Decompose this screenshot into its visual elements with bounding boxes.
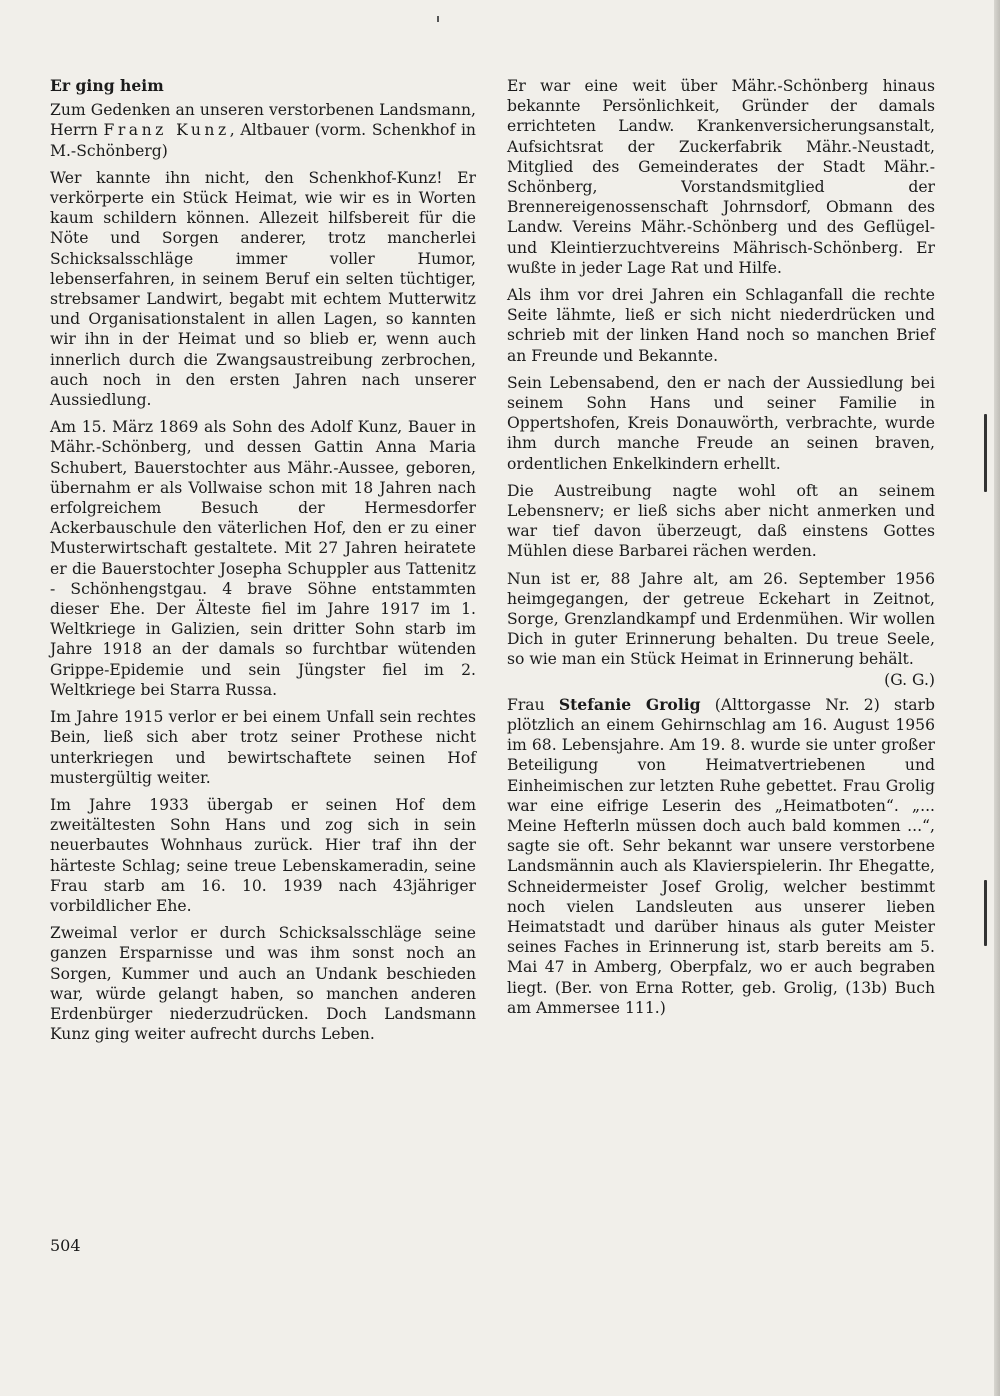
deceased-name: Franz Kunz (103, 121, 230, 140)
article-intro (50, 100, 476, 161)
page-edge (994, 0, 1000, 1396)
final-text: Nun ist er, 88 Jahre alt, am 26. September 1956 heimgegangen, der getreue Eckehart in Zeitnot, Sorge, Grenzlandkampf und Erdenmühen. Wir wollen Dich in guter Erinnerung behalten. Du treue Seele, so wie man ein Stück Heimat in Erinnerung behält. (507, 569, 935, 669)
margin-mark (984, 414, 987, 492)
signature: (G. G.) (884, 670, 935, 689)
obituary-prefix: Frau (507, 695, 559, 714)
obituary-grolig (507, 695, 935, 1018)
scan-mark (437, 16, 439, 22)
obituary-name: Stefanie Grolig (558, 694, 701, 714)
paragraph: Am 15. März 1869 als Sohn des Adolf Kunz, Bauer in Mähr.-Schönberg, und dessen Gattin Anna Maria Schubert, Bauerstochter aus Mähr.-Aussee, geboren, übernahm er als Vollwaise schon mit 18 Jahren nach erfolgreichem Besuch der Hermesdorfer Ackerbauschule den väterlichen Hof, den er zu einer Musterwirtschaft gestaltete. Mit 27 Jahren heiratete er die Bauerstochter Josepha Schuppler aus Tattenitz - Schönhengstgau. 4 brave Söhne entstammten dieser Ehe. Der Älteste fiel im Jahre 1917 im 1. Weltkriege in Galizien, sein dritter Sohn starb im Jahre 1918 an der damals so furchtbar wütenden Grippe-Epidemie und sein Jüngster fiel im 2. Weltkriege bei Starra Russa. (50, 418, 476, 699)
spacer (507, 677, 935, 695)
intro-text-a: Zum Gedenken an unseren verstorbenen Landsmann, Herrn (50, 101, 476, 140)
paragraph: Im Jahre 1915 verlor er bei einem Unfall sein rechtes Bein, ließ sich aber trotz seiner Prothese nicht unterkriegen und bewirtschaftete seinen Hof mustergültig weiter. (50, 708, 476, 787)
paragraph: Die Austreibung nagte wohl oft an seinem Lebensnerv; er ließ sichs aber nicht anmerken und war tief davon überzeugt, daß einstens Gottes Mühlen diese Barbarei rächen werden. (507, 481, 935, 561)
paragraph: Sein Lebensabend, den er nach der Aussiedlung bei seinem Sohn Hans und seiner Familie in Oppertshofen, Kreis Donauwörth, verbrachte, wurde ihm durch manche Freude an seinen braven, ordentlichen Enkelkindern erhellt. (507, 373, 935, 473)
paragraph-final (507, 569, 935, 689)
paragraph: Im Jahre 1933 übergab er seinen Hof dem zweitältesten Sohn Hans und zog sich in sein neuerbautes Wohnhaus zurück. Hier traf ihn der härteste Schlag; seine treue Lebenskameradin, seine Frau starb am 16. 10. 1939 nach 43jähriger vorbildlicher Ehe. (50, 795, 476, 915)
page-number: 504 (50, 1236, 81, 1255)
left-column (50, 76, 476, 1051)
article-heading: Er ging heim (50, 76, 164, 95)
right-column (507, 76, 935, 1025)
obituary-text: (Alttorgasse Nr. 2) starb plötzlich an einem Gehirnschlag am 16. August 1956 im 68. Lebensjahre. Am 19. 8. wurde sie unter großer Beteiligung von Heimatvertriebenen und Einheimischen zur letzten Ruhe gebettet. Frau Grolig war eine eifrige Leserin des „Heimatboten“. „... Meine Hefterln müssen doch auch bald kommen ...“, sagte sie oft. Sehr bekannt war unsere verstorbene Landsmännin auch als Klavierspielerin. Ihr Ehegatte, Schneidermeister Josef Grolig, welcher bestimmt noch vielen Landsleuten aus unserer lieben Heimatstadt und darüber hinaus als guter Meister seines Faches in Erinnerung ist, starb bereits am 5. Mai 47 in Amberg, Oberpfalz, wo er auch begraben liegt. (Ber. von Erna Rotter, geb. Grolig, (13b) Buch am Ammersee 111.) (507, 695, 935, 1017)
margin-mark (984, 880, 987, 946)
intro-text-b: , Altbauer (vorm. Schenkhof in M.-Schönberg) (50, 121, 476, 160)
paragraph: Er war eine weit über Mähr.-Schönberg hinaus bekannte Persönlichkeit, Gründer der damals errichteten Landw. Krankenversicherungsanstalt, Aufsichtsrat der Zuckerfabrik Mähr.-Neustadt, Mitglied des Gemeinderates der Stadt Mähr.-Schönberg, Vorstandsmitglied der Brennereigenossenschaft Johrnsdorf, Obmann des Landw. Vereins Mähr.-Schönberg und des Geflügel- und Kleintierzuchtvereins Mährisch-Schönberg. Er wußte in jeder Lage Rat und Hilfe. (507, 77, 935, 277)
paragraph: Als ihm vor drei Jahren ein Schlaganfall die rechte Seite lähmte, ließ er sich nicht niederdrücken und schrieb mit der linken Hand noch so manchen Brief an Freunde und Bekannte. (507, 286, 935, 365)
paragraph: Wer kannte ihn nicht, den Schenkhof-Kunz! Er verkörperte ein Stück Heimat, wie wir es in Worten kaum schildern können. Allezeit hilfsbereit für die Nöte und Sorgen anderer, trotz mancherlei Schicksalsschläge immer voller Humor, lebenserfahren, in seinem Beruf ein selten tüchtiger, strebsamer Landwirt, begabt mit echtem Mutterwitz und Organisationstalent in allen Lagen, so kannten wir ihn in der Heimat und so blieb er, wenn auch innerlich durch die Zwangsaustreibung zerbrochen, auch noch in den ersten Jahren nach unserer Aussiedlung. (50, 168, 476, 410)
paragraph: Zweimal verlor er durch Schicksalsschläge seine ganzen Ersparnisse und was ihm sonst noch an Sorgen, Kummer und auch an Undank beschieden war, würde gelangt haben, so manchen anderen Erdenbürger niederzudrücken. Doch Landsmann Kunz ging weiter aufrecht durchs Leben. (50, 924, 476, 1044)
